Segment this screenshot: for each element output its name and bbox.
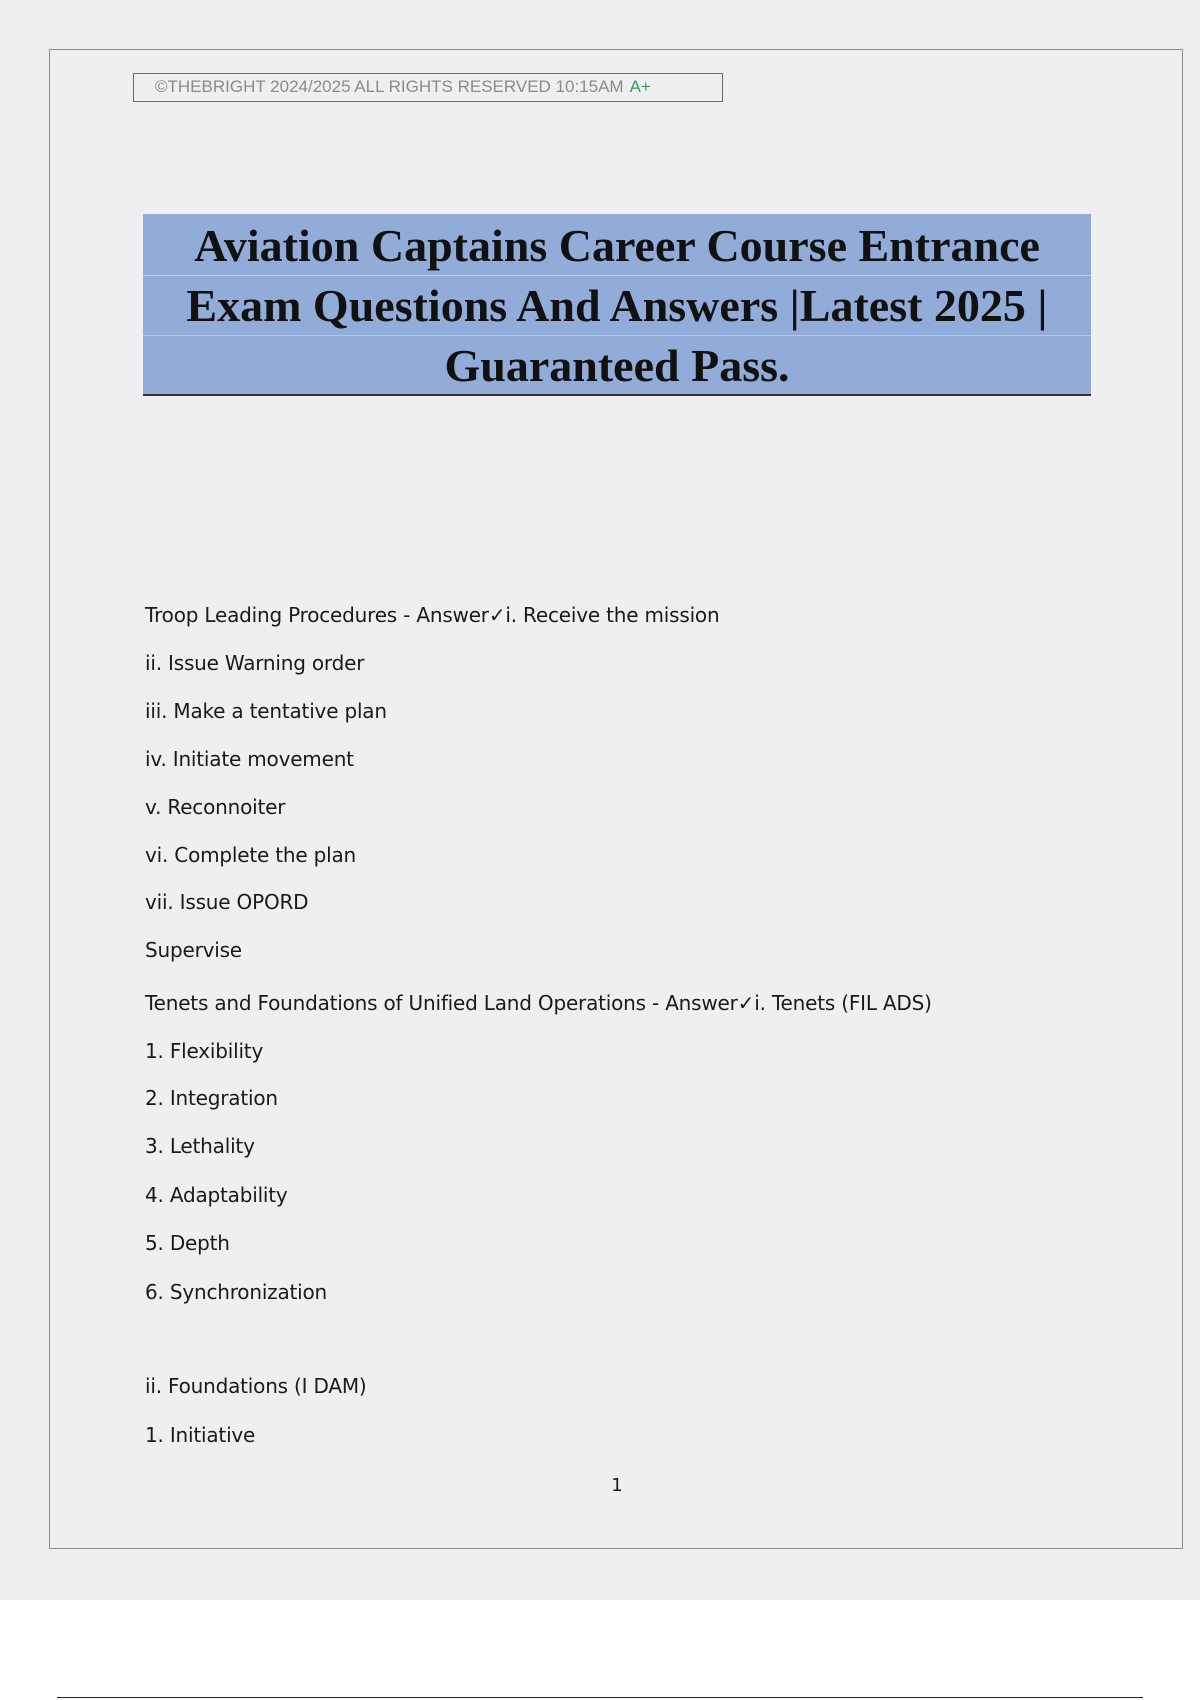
answer-line: ii. Issue Warning order — [145, 651, 365, 675]
page-divider — [57, 1697, 1143, 1698]
answer-line: vi. Complete the plan — [145, 843, 357, 867]
answer-line: 1. Flexibility — [145, 1039, 264, 1063]
copyright-text: ©THEBRIGHT 2024/2025 ALL RIGHTS RESERVED 10:15AM — [155, 77, 624, 96]
page-number: 1 — [611, 1475, 623, 1496]
answer-line: 4. Adaptability — [145, 1183, 288, 1207]
answer-line: 6. Synchronization — [145, 1280, 328, 1304]
answer-line: 5. Depth — [145, 1231, 230, 1255]
answer-line: vii. Issue OPORD — [145, 890, 309, 914]
answer-line: ii. Foundations (I DAM) — [145, 1374, 367, 1398]
answer-line: 1. Initiative — [145, 1423, 256, 1447]
title-line-2: Exam Questions And Answers |Latest 2025 | — [143, 276, 1091, 336]
copyright-header — [133, 73, 723, 102]
answer-line: 2. Integration — [145, 1086, 278, 1110]
document-title — [143, 214, 1091, 396]
answer-line: v. Reconnoiter — [145, 795, 286, 819]
answer-line: Supervise — [145, 938, 242, 962]
title-line-1: Aviation Captains Career Course Entrance — [143, 216, 1091, 276]
answer-line: iii. Make a tentative plan — [145, 699, 387, 723]
question-line: Tenets and Foundations of Unified Land Operations - Answer✓i. Tenets (FIL ADS) — [145, 991, 932, 1015]
answer-line: 3. Lethality — [145, 1134, 255, 1158]
title-line-3: Guaranteed Pass. — [444, 340, 790, 391]
grade-badge: A+ — [629, 77, 651, 96]
question-line: Troop Leading Procedures - Answer✓i. Receive the mission — [145, 603, 720, 627]
answer-line: iv. Initiate movement — [145, 747, 354, 771]
